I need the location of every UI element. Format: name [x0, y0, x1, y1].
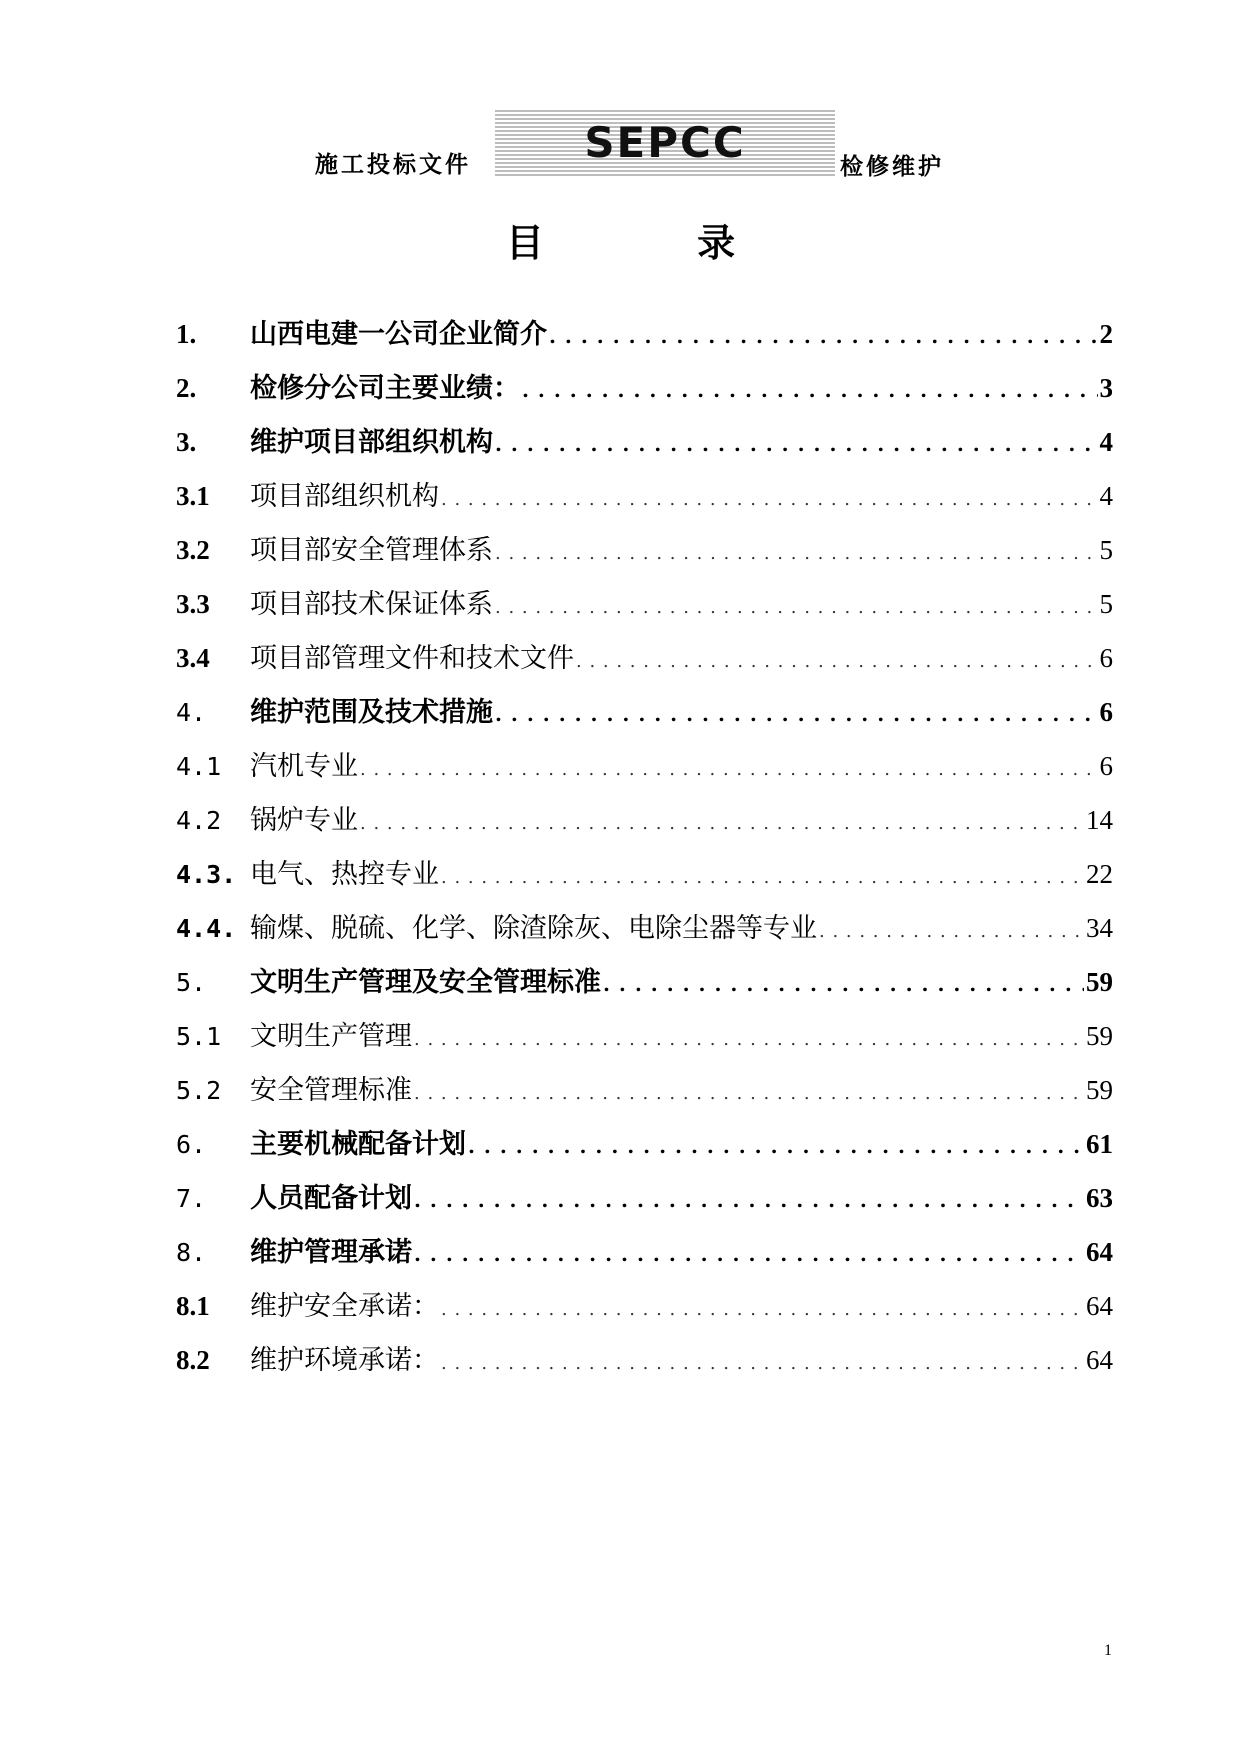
toc-entry-page: 61: [1086, 1129, 1113, 1159]
toc-leader-dots: [576, 651, 1098, 672]
toc-entry-number: 8.: [176, 1238, 207, 1267]
page-header: [0, 108, 1241, 178]
toc-entry-number: 8.1: [176, 1291, 210, 1321]
logo-text: SEPCC: [584, 118, 746, 167]
toc-entry-title: 输煤、脱硫、化学、除渣除灰、电除尘器等专业: [250, 913, 817, 944]
toc-entry-title: 项目部技术保证体系: [250, 589, 493, 620]
toc-entry[interactable]: [176, 1284, 1113, 1338]
toc-leader-dots: [360, 813, 1084, 834]
toc-entry[interactable]: [176, 798, 1113, 852]
toc-leader-dots: [414, 1083, 1084, 1104]
page-title: 目 录: [505, 221, 806, 265]
toc-entry-title: 维护管理承诺: [250, 1237, 412, 1268]
toc-entry-page: 59: [1086, 1021, 1113, 1051]
toc-entry-page: 4: [1099, 481, 1113, 511]
table-of-contents: [176, 312, 1113, 1392]
toc-entry[interactable]: [176, 1338, 1113, 1392]
toc-entry-page: 22: [1086, 859, 1113, 889]
toc-entry-page: 2: [1099, 319, 1113, 349]
toc-leader-dots: [414, 1029, 1084, 1050]
toc-entry-page: 5: [1099, 589, 1113, 619]
toc-entry-number: 5.2: [176, 1076, 222, 1105]
toc-leader-dots: [549, 324, 1098, 348]
toc-entry-number: 7.: [176, 1184, 207, 1213]
toc-entry-title: 文明生产管理: [250, 1021, 412, 1052]
toc-entry-page: 59: [1086, 967, 1113, 997]
toc-entry-number: 4.1: [176, 752, 222, 781]
toc-leader-dots: [441, 867, 1084, 888]
toc-entry-number: 4.4.: [176, 914, 237, 943]
toc-entry-page: 6: [1099, 697, 1113, 727]
toc-entry[interactable]: [176, 366, 1113, 420]
toc-entry-title: 安全管理标准: [250, 1075, 412, 1106]
toc-leader-dots: [495, 543, 1098, 564]
toc-entry[interactable]: [176, 744, 1113, 798]
toc-entry-number: 1.: [176, 319, 197, 349]
toc-leader-dots: [441, 1299, 1084, 1320]
toc-leader-dots: [495, 597, 1098, 618]
toc-entry-title: 电气、热控专业: [250, 859, 439, 890]
toc-leader-dots: [441, 1353, 1084, 1374]
toc-entry-title: 维护范围及技术措施: [250, 697, 493, 728]
toc-entry-page: 3: [1099, 373, 1113, 403]
toc-entry-number: 3.: [176, 427, 197, 457]
toc-entry-number: 6.: [176, 1130, 207, 1159]
toc-entry-title: 项目部管理文件和技术文件: [250, 643, 574, 674]
toc-leader-dots: [603, 972, 1084, 996]
toc-entry-page: 64: [1086, 1291, 1113, 1321]
toc-entry[interactable]: [176, 960, 1113, 1014]
toc-entry[interactable]: [176, 852, 1113, 906]
toc-entry-title: 维护项目部组织机构: [250, 427, 493, 458]
toc-leader-dots: [819, 921, 1084, 942]
toc-entry[interactable]: [176, 582, 1113, 636]
toc-entry-page: 34: [1086, 913, 1113, 943]
toc-entry[interactable]: [176, 312, 1113, 366]
toc-entry-title: 山西电建一公司企业简介: [250, 319, 547, 350]
toc-entry-number: 4.3.: [176, 860, 237, 889]
toc-leader-dots: [414, 1242, 1084, 1266]
toc-entry[interactable]: [176, 1068, 1113, 1122]
toc-entry-title: 项目部安全管理体系: [250, 535, 493, 566]
toc-entry-page: 64: [1086, 1345, 1113, 1375]
toc-entry[interactable]: [176, 690, 1113, 744]
toc-entry-title: 汽机专业: [250, 751, 358, 782]
toc-entry-title: 文明生产管理及安全管理标准: [250, 967, 601, 998]
toc-entry[interactable]: [176, 1014, 1113, 1068]
toc-entry[interactable]: [176, 1230, 1113, 1284]
toc-entry-title: 人员配备计划: [250, 1183, 412, 1214]
toc-entry-title: 锅炉专业: [250, 805, 358, 836]
toc-entry-title: 维护安全承诺：: [250, 1291, 439, 1322]
toc-entry[interactable]: [176, 474, 1113, 528]
toc-leader-dots: [495, 702, 1098, 726]
toc-entry-number: 5.1: [176, 1022, 222, 1051]
toc-entry-page: 63: [1086, 1183, 1113, 1213]
toc-entry-number: 3.4: [176, 643, 210, 673]
toc-entry-number: 4.: [176, 698, 207, 727]
toc-entry-number: 5.: [176, 968, 207, 997]
toc-leader-dots: [414, 1188, 1084, 1212]
toc-entry-page: 14: [1086, 805, 1113, 835]
header-left-text: 施工投标文件: [315, 152, 471, 178]
toc-leader-dots: [522, 378, 1098, 402]
toc-entry-title: 维护环境承诺：: [250, 1345, 439, 1376]
toc-entry-title: 项目部组织机构: [250, 481, 439, 512]
toc-entry[interactable]: [176, 1122, 1113, 1176]
toc-entry-number: 3.2: [176, 535, 210, 565]
sepcc-logo: [495, 110, 835, 176]
header-right-text: 检修维护: [840, 154, 944, 180]
toc-entry-title: 主要机械配备计划: [250, 1129, 466, 1160]
toc-leader-dots: [441, 489, 1098, 510]
toc-entry-page: 4: [1099, 427, 1113, 457]
toc-entry[interactable]: [176, 906, 1113, 960]
toc-entry[interactable]: [176, 528, 1113, 582]
toc-leader-dots: [495, 432, 1098, 456]
toc-entry-page: 6: [1099, 643, 1113, 673]
toc-entry-number: 3.3: [176, 589, 210, 619]
toc-leader-dots: [468, 1134, 1084, 1158]
toc-entry[interactable]: [176, 1176, 1113, 1230]
toc-entry-number: 8.2: [176, 1345, 210, 1375]
toc-entry-title: 检修分公司主要业绩：: [250, 373, 520, 404]
toc-entry-page: 6: [1099, 751, 1113, 781]
toc-entry[interactable]: [176, 636, 1113, 690]
toc-entry-number: 4.2: [176, 806, 222, 835]
toc-entry-number: 2.: [176, 373, 197, 403]
toc-leader-dots: [360, 759, 1098, 780]
toc-entry-number: 3.1: [176, 481, 210, 511]
toc-entry-page: 5: [1099, 535, 1113, 565]
toc-entry-page: 64: [1086, 1237, 1113, 1267]
page-number: 1: [1104, 1642, 1112, 1659]
toc-entry[interactable]: [176, 420, 1113, 474]
toc-entry-page: 59: [1086, 1075, 1113, 1105]
